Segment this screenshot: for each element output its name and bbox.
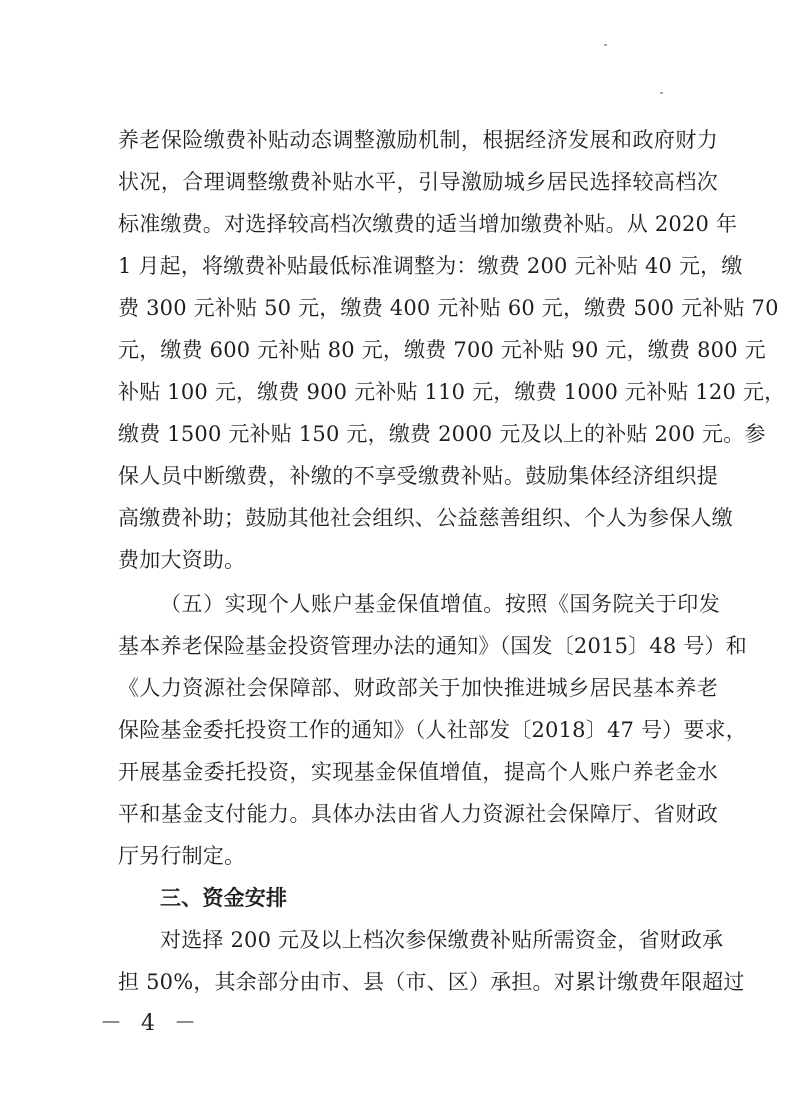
section-five-line: （五）实现个人账户基金保值增值。按照《国务院关于印发 <box>160 592 720 616</box>
scan-speck <box>660 92 663 94</box>
body-line: 1 月起，将缴费补贴最低标准调整为：缴费 200 元补贴 40 元，缴 <box>118 254 743 278</box>
body-line: 平和基金支付能力。具体办法由省人力资源社会保障厅、省财政 <box>118 802 718 826</box>
body-line: 高缴费补助；鼓励其他社会组织、公益慈善组织、个人为参保人缴 <box>118 506 733 530</box>
body-line: 养老保险缴费补贴动态调整激励机制，根据经济发展和政府财力 <box>118 128 718 152</box>
body-line: 保人员中断缴费，补缴的不享受缴费补贴。鼓励集体经济组织提 <box>118 464 718 488</box>
body-line: 开展基金委托投资，实现基金保值增值，提高个人账户养老金水 <box>118 760 718 784</box>
body-line: 元，缴费 600 元补贴 80 元，缴费 700 元补贴 90 元，缴费 800 元 <box>118 338 766 362</box>
body-line: 厅另行制定。 <box>118 844 246 868</box>
body-line: 状况，合理调整缴费补贴水平，引导激励城乡居民选择较高档次 <box>118 170 718 194</box>
body-line: 标准缴费。对选择较高档次缴费的适当增加缴费补贴。从 2020 年 <box>118 212 738 236</box>
body-line: 保险基金委托投资工作的通知》（人社部发〔2018〕47 号）要求， <box>118 718 747 742</box>
page-number: － 4 － <box>100 1011 202 1036</box>
funding-line: 对选择 200 元及以上档次参保缴费补贴所需资金，省财政承 <box>160 928 724 952</box>
scan-speck <box>604 44 607 46</box>
body-line: 基本养老保险基金投资管理办法的通知》（国发〔2015〕48 号）和 <box>118 634 747 658</box>
body-line: 费 300 元补贴 50 元，缴费 400 元补贴 60 元，缴费 500 元补贴 70 <box>118 296 779 320</box>
body-line: 缴费 1500 元补贴 150 元，缴费 2000 元及以上的补贴 200 元。参 <box>118 422 766 446</box>
section-heading: 三、资金安排 <box>160 886 288 910</box>
body-line: 补贴 100 元，缴费 900 元补贴 110 元，缴费 1000 元补贴 120 元， <box>118 380 786 404</box>
funding-line: 担 50%，其余部分由市、县（市、区）承担。对累计缴费年限超过 <box>118 970 745 994</box>
body-line: 费加大资助。 <box>118 548 246 572</box>
body-line: 《人力资源社会保障部、财政部关于加快推进城乡居民基本养老 <box>118 676 718 700</box>
